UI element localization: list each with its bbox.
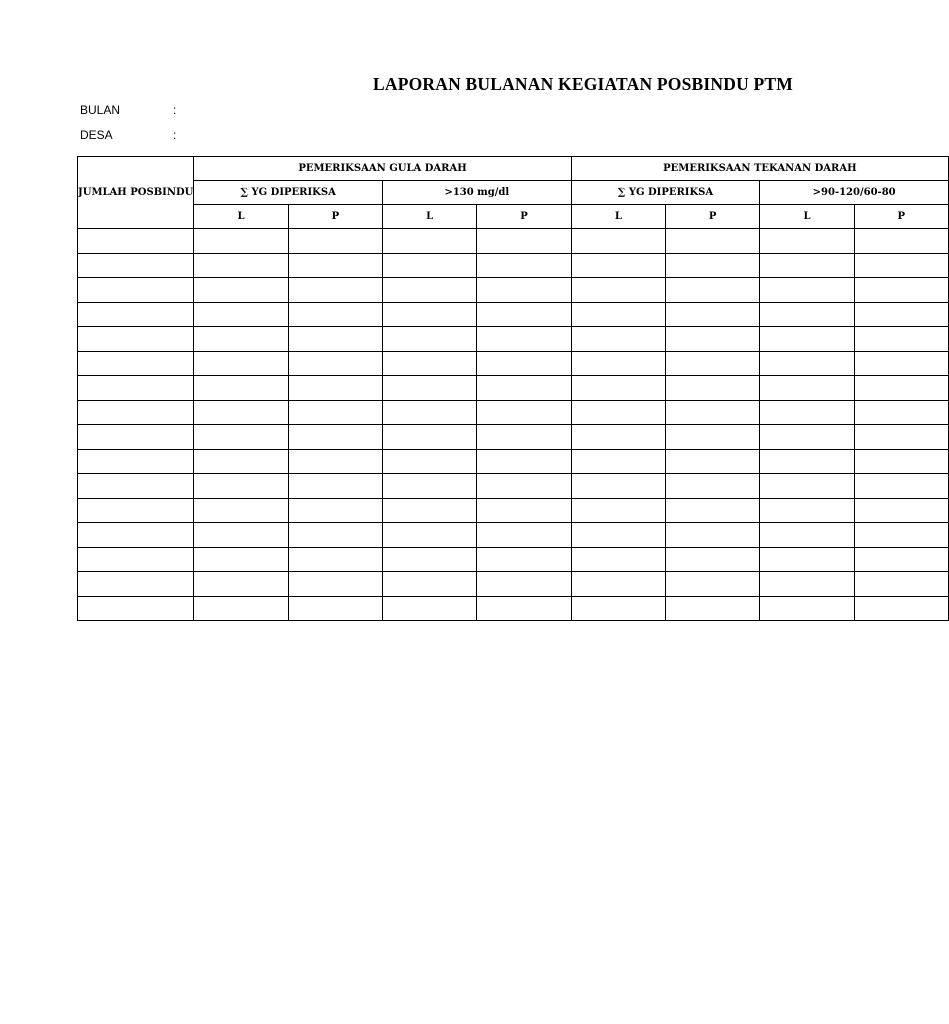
tekanan-darah-header: PEMERIKSAAN TEKANAN DARAH <box>571 157 948 181</box>
table-cell[interactable] <box>194 547 288 572</box>
table-cell[interactable] <box>194 327 288 352</box>
table-row <box>78 253 949 278</box>
table-row <box>78 498 949 523</box>
table-cell[interactable] <box>760 596 854 621</box>
table-cell[interactable] <box>78 425 194 450</box>
table-cell[interactable] <box>382 547 476 572</box>
table-cell[interactable] <box>382 400 476 425</box>
table-cell[interactable] <box>571 498 665 523</box>
table-cell[interactable] <box>571 253 665 278</box>
table-cell[interactable] <box>760 351 854 376</box>
page-title: LAPORAN BULANAN KEGIATAN POSBINDU PTM <box>373 74 793 94</box>
table-cell[interactable] <box>854 327 948 352</box>
table-cell[interactable] <box>78 229 194 254</box>
table-cell[interactable] <box>760 400 854 425</box>
table-cell[interactable] <box>760 498 854 523</box>
table-cell[interactable] <box>382 229 476 254</box>
table-cell[interactable] <box>288 596 382 621</box>
table-row <box>78 449 949 474</box>
table-cell[interactable] <box>194 302 288 327</box>
table-cell[interactable] <box>665 596 759 621</box>
gender-header: L <box>382 205 476 229</box>
table-cell[interactable] <box>382 474 476 499</box>
table-cell[interactable] <box>288 351 382 376</box>
table-cell[interactable] <box>194 376 288 401</box>
table-cell[interactable] <box>760 278 854 303</box>
table-cell[interactable] <box>760 376 854 401</box>
table-row <box>78 278 949 303</box>
table-cell[interactable] <box>288 376 382 401</box>
table-cell[interactable] <box>194 253 288 278</box>
table-cell[interactable] <box>288 474 382 499</box>
table-cell[interactable] <box>288 572 382 597</box>
table-cell[interactable] <box>477 523 571 548</box>
table-row <box>78 229 949 254</box>
table-cell[interactable] <box>78 523 194 548</box>
tekanan-diperiksa-header: ∑ YG DIPERIKSA <box>571 181 760 205</box>
table-cell[interactable] <box>78 498 194 523</box>
gula-diperiksa-header: ∑ YG DIPERIKSA <box>194 181 383 205</box>
table-cell[interactable] <box>382 596 476 621</box>
table-row <box>78 351 949 376</box>
jumlah-posbindu-header: JUMLAH POSBINDU <box>78 157 194 229</box>
table-cell[interactable] <box>288 523 382 548</box>
table-cell[interactable] <box>382 449 476 474</box>
table-cell[interactable] <box>665 523 759 548</box>
gender-header: P <box>854 205 948 229</box>
table-cell[interactable] <box>382 523 476 548</box>
table-cell[interactable] <box>78 400 194 425</box>
table-cell[interactable] <box>665 229 759 254</box>
table-cell[interactable] <box>854 278 948 303</box>
gender-header: P <box>665 205 759 229</box>
table-row <box>78 523 949 548</box>
gender-header: L <box>194 205 288 229</box>
table-cell[interactable] <box>477 498 571 523</box>
table-row <box>78 474 949 499</box>
table-row <box>78 302 949 327</box>
table-cell[interactable] <box>477 278 571 303</box>
table-cell[interactable] <box>288 253 382 278</box>
table-cell[interactable] <box>571 425 665 450</box>
table-cell[interactable] <box>665 474 759 499</box>
table-cell[interactable] <box>571 449 665 474</box>
table-cell[interactable] <box>477 449 571 474</box>
table-cell[interactable] <box>665 327 759 352</box>
table-cell[interactable] <box>665 547 759 572</box>
table-cell[interactable] <box>665 376 759 401</box>
table-cell[interactable] <box>665 425 759 450</box>
gender-header: L <box>760 205 854 229</box>
table-cell[interactable] <box>194 351 288 376</box>
table-cell[interactable] <box>571 474 665 499</box>
header-row-gender <box>78 205 949 229</box>
table-cell[interactable] <box>78 278 194 303</box>
table-cell[interactable] <box>477 572 571 597</box>
header-row-groups <box>78 157 949 181</box>
table-cell[interactable] <box>382 327 476 352</box>
table-cell[interactable] <box>571 327 665 352</box>
table-cell[interactable] <box>288 498 382 523</box>
table-cell[interactable] <box>571 596 665 621</box>
table-cell[interactable] <box>760 474 854 499</box>
table-cell[interactable] <box>665 253 759 278</box>
table-cell[interactable] <box>194 474 288 499</box>
table-cell[interactable] <box>854 474 948 499</box>
table-cell[interactable] <box>477 400 571 425</box>
table-cell[interactable] <box>571 547 665 572</box>
table-cell[interactable] <box>194 400 288 425</box>
report-table <box>77 156 949 621</box>
table-cell[interactable] <box>194 523 288 548</box>
table-cell[interactable] <box>477 253 571 278</box>
table-cell[interactable] <box>78 376 194 401</box>
table-cell[interactable] <box>477 547 571 572</box>
table-cell[interactable] <box>854 596 948 621</box>
table-cell[interactable] <box>854 302 948 327</box>
gender-header: P <box>288 205 382 229</box>
table-cell[interactable] <box>854 253 948 278</box>
table-cell[interactable] <box>854 547 948 572</box>
table-cell[interactable] <box>78 302 194 327</box>
table-cell[interactable] <box>194 498 288 523</box>
table-row <box>78 547 949 572</box>
table-cell[interactable] <box>288 229 382 254</box>
table-row <box>78 572 949 597</box>
table-cell[interactable] <box>477 302 571 327</box>
table-cell[interactable] <box>382 278 476 303</box>
table-cell[interactable] <box>760 572 854 597</box>
gula-threshold-header: >130 mg/dl <box>382 181 571 205</box>
table-cell[interactable] <box>382 302 476 327</box>
table-cell[interactable] <box>854 523 948 548</box>
table-cell[interactable] <box>78 253 194 278</box>
table-cell[interactable] <box>854 229 948 254</box>
table-cell[interactable] <box>854 425 948 450</box>
table-cell[interactable] <box>194 229 288 254</box>
table-row <box>78 327 949 352</box>
report-table-container <box>77 156 906 626</box>
bulan-label: BULAN <box>80 103 121 117</box>
table-cell[interactable] <box>382 498 476 523</box>
table-cell[interactable] <box>571 351 665 376</box>
bulan-colon: : <box>173 103 177 117</box>
table-cell[interactable] <box>760 253 854 278</box>
table-cell[interactable] <box>665 572 759 597</box>
table-cell[interactable] <box>382 351 476 376</box>
table-cell[interactable] <box>760 229 854 254</box>
table-cell[interactable] <box>382 253 476 278</box>
table-cell[interactable] <box>194 449 288 474</box>
table-cell[interactable] <box>477 327 571 352</box>
table-cell[interactable] <box>288 425 382 450</box>
desa-label: DESA <box>80 128 113 142</box>
table-cell[interactable] <box>477 596 571 621</box>
table-row <box>78 425 949 450</box>
table-cell[interactable] <box>665 351 759 376</box>
table-cell[interactable] <box>477 425 571 450</box>
table-cell[interactable] <box>760 425 854 450</box>
table-cell[interactable] <box>194 596 288 621</box>
table-cell[interactable] <box>194 278 288 303</box>
table-row <box>78 596 949 621</box>
table-cell[interactable] <box>78 351 194 376</box>
table-cell[interactable] <box>571 400 665 425</box>
table-cell[interactable] <box>665 498 759 523</box>
gender-header: P <box>477 205 571 229</box>
table-cell[interactable] <box>288 547 382 572</box>
table-cell[interactable] <box>665 449 759 474</box>
table-cell[interactable] <box>194 425 288 450</box>
table-cell[interactable] <box>760 449 854 474</box>
table-cell[interactable] <box>571 376 665 401</box>
table-cell[interactable] <box>571 572 665 597</box>
table-cell[interactable] <box>477 351 571 376</box>
table-cell[interactable] <box>288 449 382 474</box>
table-cell[interactable] <box>382 572 476 597</box>
table-cell[interactable] <box>665 400 759 425</box>
gender-header: L <box>571 205 665 229</box>
table-cell[interactable] <box>854 572 948 597</box>
table-cell[interactable] <box>288 327 382 352</box>
table-cell[interactable] <box>382 376 476 401</box>
table-cell[interactable] <box>760 327 854 352</box>
table-cell[interactable] <box>78 327 194 352</box>
table-cell[interactable] <box>288 400 382 425</box>
table-cell[interactable] <box>760 523 854 548</box>
table-cell[interactable] <box>78 596 194 621</box>
table-cell[interactable] <box>382 425 476 450</box>
gula-darah-header: PEMERIKSAAN GULA DARAH <box>194 157 571 181</box>
desa-colon: : <box>173 128 177 142</box>
header-row-subgroups <box>78 181 949 205</box>
table-cell[interactable] <box>78 449 194 474</box>
table-cell[interactable] <box>854 498 948 523</box>
table-cell[interactable] <box>854 449 948 474</box>
table-cell[interactable] <box>477 474 571 499</box>
table-cell[interactable] <box>854 351 948 376</box>
table-cell[interactable] <box>854 400 948 425</box>
table-cell[interactable] <box>78 474 194 499</box>
table-cell[interactable] <box>288 278 382 303</box>
table-cell[interactable] <box>571 278 665 303</box>
table-cell[interactable] <box>477 376 571 401</box>
table-cell[interactable] <box>288 302 382 327</box>
table-cell[interactable] <box>78 547 194 572</box>
table-cell[interactable] <box>665 278 759 303</box>
tekanan-threshold-header: >90-120/60-80 <box>760 181 949 205</box>
table-cell[interactable] <box>760 547 854 572</box>
table-cell[interactable] <box>854 376 948 401</box>
table-row <box>78 376 949 401</box>
table-cell[interactable] <box>665 302 759 327</box>
table-row <box>78 400 949 425</box>
table-cell[interactable] <box>571 229 665 254</box>
table-cell[interactable] <box>78 572 194 597</box>
table-cell[interactable] <box>194 572 288 597</box>
table-cell[interactable] <box>760 302 854 327</box>
table-cell[interactable] <box>477 229 571 254</box>
table-cell[interactable] <box>571 302 665 327</box>
table-cell[interactable] <box>571 523 665 548</box>
